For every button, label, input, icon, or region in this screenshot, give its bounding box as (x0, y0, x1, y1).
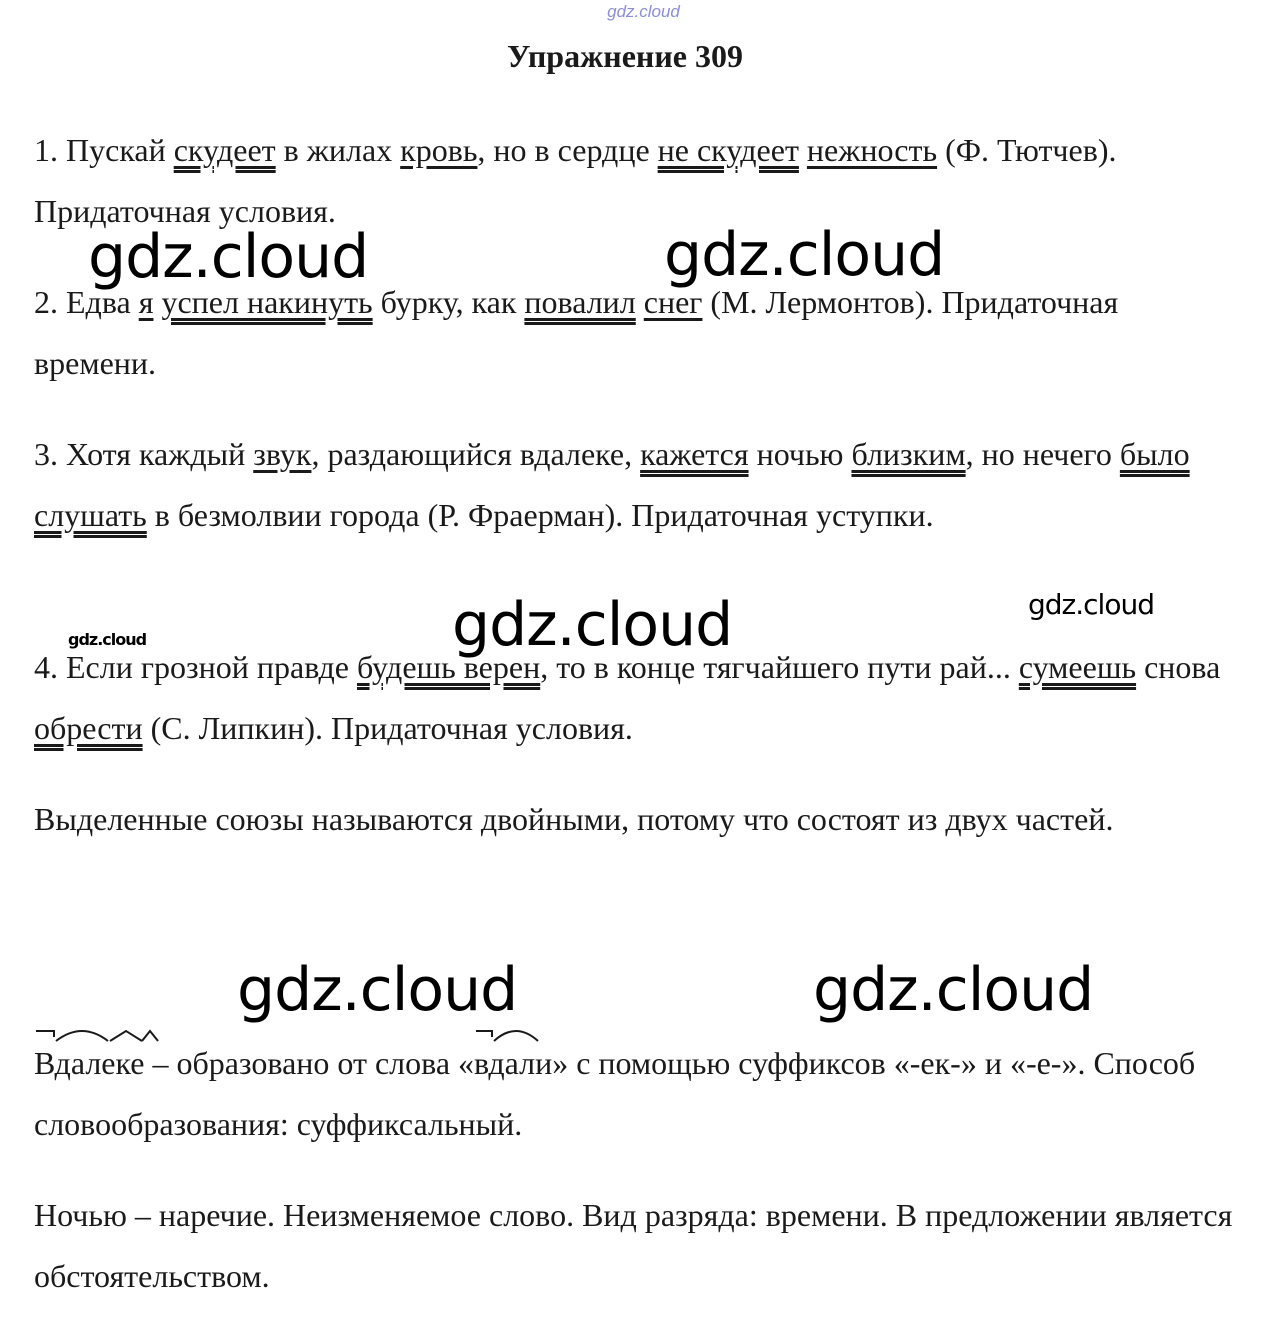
watermark: gdz.cloud (1028, 588, 1154, 621)
word-formation (34, 1033, 1244, 1155)
word: вдали (474, 1045, 553, 1081)
predicate: скудеет (173, 132, 276, 168)
sentence-number: 4. (34, 649, 58, 685)
text: (Ф. Тютчев). Придаточная условия. (34, 132, 1117, 229)
morphemic-word (34, 1033, 144, 1094)
text: в жилах (283, 132, 393, 168)
text: (С. Липкин). Придаточная условия. (150, 710, 633, 746)
word: Вдалеке (34, 1045, 145, 1081)
watermark: gdz.cloud (88, 222, 369, 292)
predicate: сумеешь (1018, 649, 1137, 685)
text: в безмолвии города (Р. Фраерман). Придаточная уступки. (154, 497, 934, 533)
predicate: повалил (524, 284, 636, 320)
watermark: gdz.cloud (452, 590, 733, 660)
sentence-number: 3. (34, 436, 58, 472)
predicate: будешь верен (356, 649, 541, 685)
subject: кровь (400, 132, 478, 168)
watermark: gdz.cloud (664, 220, 945, 290)
sentence-3 (34, 424, 1244, 546)
text: – образовано от слова « (152, 1045, 475, 1081)
watermark: gdz.cloud (237, 955, 518, 1025)
subject: снег (643, 284, 703, 320)
subject: звук (253, 436, 312, 472)
predicate: успел накинуть (161, 284, 373, 320)
text: бурку, как (380, 284, 517, 320)
morphemic-base (474, 1033, 552, 1094)
text: » с помощью суффиксов «-ек-» и «-е-». Способ словообразования: суффиксальный. (34, 1045, 1196, 1142)
predicate: было слушать (34, 436, 1190, 533)
subject: я (138, 284, 154, 320)
text: Пускай (66, 132, 166, 168)
sentence-number: 1. (34, 132, 58, 168)
exercise-title: Упражнение 309 (506, 38, 743, 74)
text: Хотя каждый (66, 436, 246, 472)
morpheme-marks-icon (474, 1027, 554, 1047)
predicate: не скудеет (657, 132, 799, 168)
text: Если грозной правде (66, 649, 349, 685)
text: , раздающийся вдалеке, (311, 436, 633, 472)
predicate: кажется (640, 436, 749, 472)
predicate: близким (851, 436, 966, 472)
conjunction-note: Выделенные союзы называются двойными, потому что состоят из двух частей. (34, 801, 1114, 837)
sentence-number: 2. (34, 284, 58, 320)
predicate: обрести (34, 710, 143, 746)
watermark: gdz.cloud (68, 630, 147, 649)
subject: нежность (806, 132, 938, 168)
morpheme-marks-icon (34, 1027, 159, 1047)
text: , то в конце тягчайшего пути рай... (540, 649, 1011, 685)
text: (М. Лермонтов). Придаточная времени. (34, 284, 1119, 381)
text: снова (1144, 649, 1221, 685)
watermark: gdz.cloud (813, 955, 1094, 1025)
adverb-analysis: Ночью – наречие. Неизменяемое слово. Вид разряда: времени. В предложении является обстоятельством. (34, 1197, 1233, 1294)
text: , но в сердце (477, 132, 650, 168)
text: , но нечего (965, 436, 1112, 472)
top-watermark: gdz.cloud (607, 2, 680, 21)
text: ночью (756, 436, 844, 472)
text: Едва (66, 284, 131, 320)
